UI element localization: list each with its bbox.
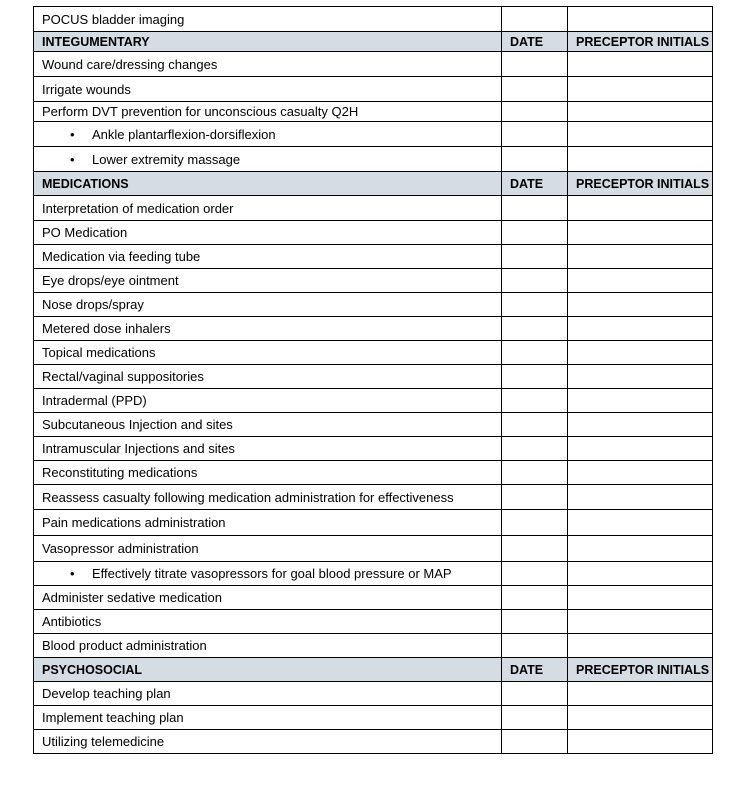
section-title: PSYCHOSOCIAL <box>34 658 502 682</box>
skill-label: Pain medications administration <box>34 510 502 536</box>
skill-label: Lower extremity massage <box>92 151 241 167</box>
skill-label: Effectively titrate vasopressors for goal blood pressure or MAP <box>92 566 452 581</box>
date-cell[interactable] <box>502 682 568 706</box>
preceptor-initials-cell[interactable] <box>568 682 713 706</box>
preceptor-initials-cell[interactable] <box>568 730 713 754</box>
skill-label: Metered dose inhalers <box>34 317 502 341</box>
date-cell[interactable] <box>502 485 568 510</box>
skill-label: Perform DVT prevention for unconscious casualty Q2H <box>34 102 502 122</box>
checklist-row <box>34 122 713 147</box>
skill-label: Administer sedative medication <box>34 586 502 610</box>
preceptor-initials-cell[interactable] <box>568 221 713 245</box>
preceptor-initials-cell[interactable] <box>568 7 713 32</box>
preceptor-initials-cell[interactable] <box>568 147 713 172</box>
checklist-row <box>34 730 713 754</box>
skill-label: Vasopressor administration <box>34 536 502 562</box>
checklist-row <box>34 7 713 32</box>
checklist-row <box>34 682 713 706</box>
date-column-header: DATE <box>502 172 568 196</box>
date-cell[interactable] <box>502 730 568 754</box>
skill-label: Topical medications <box>34 341 502 365</box>
checklist-row <box>34 269 713 293</box>
preceptor-initials-cell[interactable] <box>568 341 713 365</box>
checklist-row <box>34 341 713 365</box>
preceptor-initials-cell[interactable] <box>568 562 713 586</box>
skill-label: Wound care/dressing changes <box>34 52 502 77</box>
skills-checklist-table <box>33 6 713 754</box>
date-cell[interactable] <box>502 293 568 317</box>
checklist-row <box>34 147 713 172</box>
checklist-row <box>34 102 713 122</box>
preceptor-initials-cell[interactable] <box>568 269 713 293</box>
skill-label: Interpretation of medication order <box>34 196 502 221</box>
skill-label: Subcutaneous Injection and sites <box>34 413 502 437</box>
preceptor-initials-column-header: PRECEPTOR INITIALS <box>568 172 713 196</box>
skill-label: Blood product administration <box>34 634 502 658</box>
preceptor-initials-cell[interactable] <box>568 389 713 413</box>
preceptor-initials-cell[interactable] <box>568 102 713 122</box>
skill-label: Intramuscular Injections and sites <box>34 437 502 461</box>
preceptor-initials-column-header: PRECEPTOR INITIALS <box>568 32 713 52</box>
preceptor-initials-cell[interactable] <box>568 706 713 730</box>
preceptor-initials-cell[interactable] <box>568 610 713 634</box>
date-cell[interactable] <box>502 510 568 536</box>
preceptor-initials-cell[interactable] <box>568 77 713 102</box>
checklist-row <box>34 437 713 461</box>
checklist-row <box>34 610 713 634</box>
checklist-row <box>34 536 713 562</box>
section-title: INTEGUMENTARY <box>34 32 502 52</box>
preceptor-initials-cell[interactable] <box>568 52 713 77</box>
skill-label: Antibiotics <box>34 610 502 634</box>
section-header-row <box>34 172 713 196</box>
date-cell[interactable] <box>502 562 568 586</box>
section-header-row <box>34 658 713 682</box>
checklist-row <box>34 485 713 510</box>
preceptor-initials-cell[interactable] <box>568 122 713 147</box>
checklist-row <box>34 634 713 658</box>
checklist-row <box>34 365 713 389</box>
preceptor-initials-column-header: PRECEPTOR INITIALS <box>568 658 713 682</box>
skill-label: Nose drops/spray <box>34 293 502 317</box>
skill-label: Irrigate wounds <box>34 77 502 102</box>
date-cell[interactable] <box>502 586 568 610</box>
preceptor-initials-cell[interactable] <box>568 196 713 221</box>
checklist-row <box>34 317 713 341</box>
date-cell[interactable] <box>502 147 568 172</box>
date-cell[interactable] <box>502 52 568 77</box>
section-header-row <box>34 32 713 52</box>
date-cell[interactable] <box>502 437 568 461</box>
date-cell[interactable] <box>502 389 568 413</box>
preceptor-initials-cell[interactable] <box>568 461 713 485</box>
date-cell[interactable] <box>502 245 568 269</box>
skill-label: Reconstituting medications <box>34 461 502 485</box>
date-cell[interactable] <box>502 7 568 32</box>
skill-label: Medication via feeding tube <box>34 245 502 269</box>
date-cell[interactable] <box>502 317 568 341</box>
checklist-row <box>34 706 713 730</box>
bullet-icon: • <box>70 126 75 142</box>
date-cell[interactable] <box>502 269 568 293</box>
date-column-header: DATE <box>502 32 568 52</box>
skill-label: POCUS bladder imaging <box>34 7 502 32</box>
checklist-row <box>34 77 713 102</box>
checklist-row <box>34 221 713 245</box>
date-cell[interactable] <box>502 634 568 658</box>
preceptor-initials-cell[interactable] <box>568 586 713 610</box>
date-cell[interactable] <box>502 196 568 221</box>
checklist-row <box>34 245 713 269</box>
skill-label: Utilizing telemedicine <box>34 730 502 754</box>
preceptor-initials-cell[interactable] <box>568 365 713 389</box>
skill-label: Rectal/vaginal suppositories <box>34 365 502 389</box>
skill-label: Intradermal (PPD) <box>34 389 502 413</box>
preceptor-initials-cell[interactable] <box>568 634 713 658</box>
preceptor-initials-cell[interactable] <box>568 293 713 317</box>
preceptor-initials-cell[interactable] <box>568 536 713 562</box>
date-cell[interactable] <box>502 341 568 365</box>
skill-label: Ankle plantarflexion-dorsiflexion <box>92 126 276 142</box>
checklist-row <box>34 389 713 413</box>
date-cell[interactable] <box>502 122 568 147</box>
skill-label: Reassess casualty following medication administration for effectiveness <box>34 485 502 510</box>
bullet-icon: • <box>70 151 75 167</box>
date-cell[interactable] <box>502 413 568 437</box>
date-cell[interactable] <box>502 77 568 102</box>
skill-label: Develop teaching plan <box>34 682 502 706</box>
date-cell[interactable] <box>502 536 568 562</box>
preceptor-initials-cell[interactable] <box>568 437 713 461</box>
bullet-icon: • <box>70 566 75 581</box>
checklist-body <box>34 7 713 754</box>
skill-label: Implement teaching plan <box>34 706 502 730</box>
date-cell[interactable] <box>502 221 568 245</box>
checklist-row <box>34 586 713 610</box>
skill-label: Eye drops/eye ointment <box>34 269 502 293</box>
preceptor-initials-cell[interactable] <box>568 485 713 510</box>
checklist-row <box>34 196 713 221</box>
date-cell[interactable] <box>502 365 568 389</box>
preceptor-initials-cell[interactable] <box>568 510 713 536</box>
checklist-row <box>34 413 713 437</box>
checklist-row <box>34 510 713 536</box>
checklist-row <box>34 562 713 586</box>
preceptor-initials-cell[interactable] <box>568 245 713 269</box>
date-cell[interactable] <box>502 102 568 122</box>
checklist-row <box>34 461 713 485</box>
section-title: MEDICATIONS <box>34 172 502 196</box>
checklist-row <box>34 293 713 317</box>
date-cell[interactable] <box>502 461 568 485</box>
date-cell[interactable] <box>502 706 568 730</box>
preceptor-initials-cell[interactable] <box>568 317 713 341</box>
skill-label: PO Medication <box>34 221 502 245</box>
date-column-header: DATE <box>502 658 568 682</box>
date-cell[interactable] <box>502 610 568 634</box>
preceptor-initials-cell[interactable] <box>568 413 713 437</box>
checklist-row <box>34 52 713 77</box>
